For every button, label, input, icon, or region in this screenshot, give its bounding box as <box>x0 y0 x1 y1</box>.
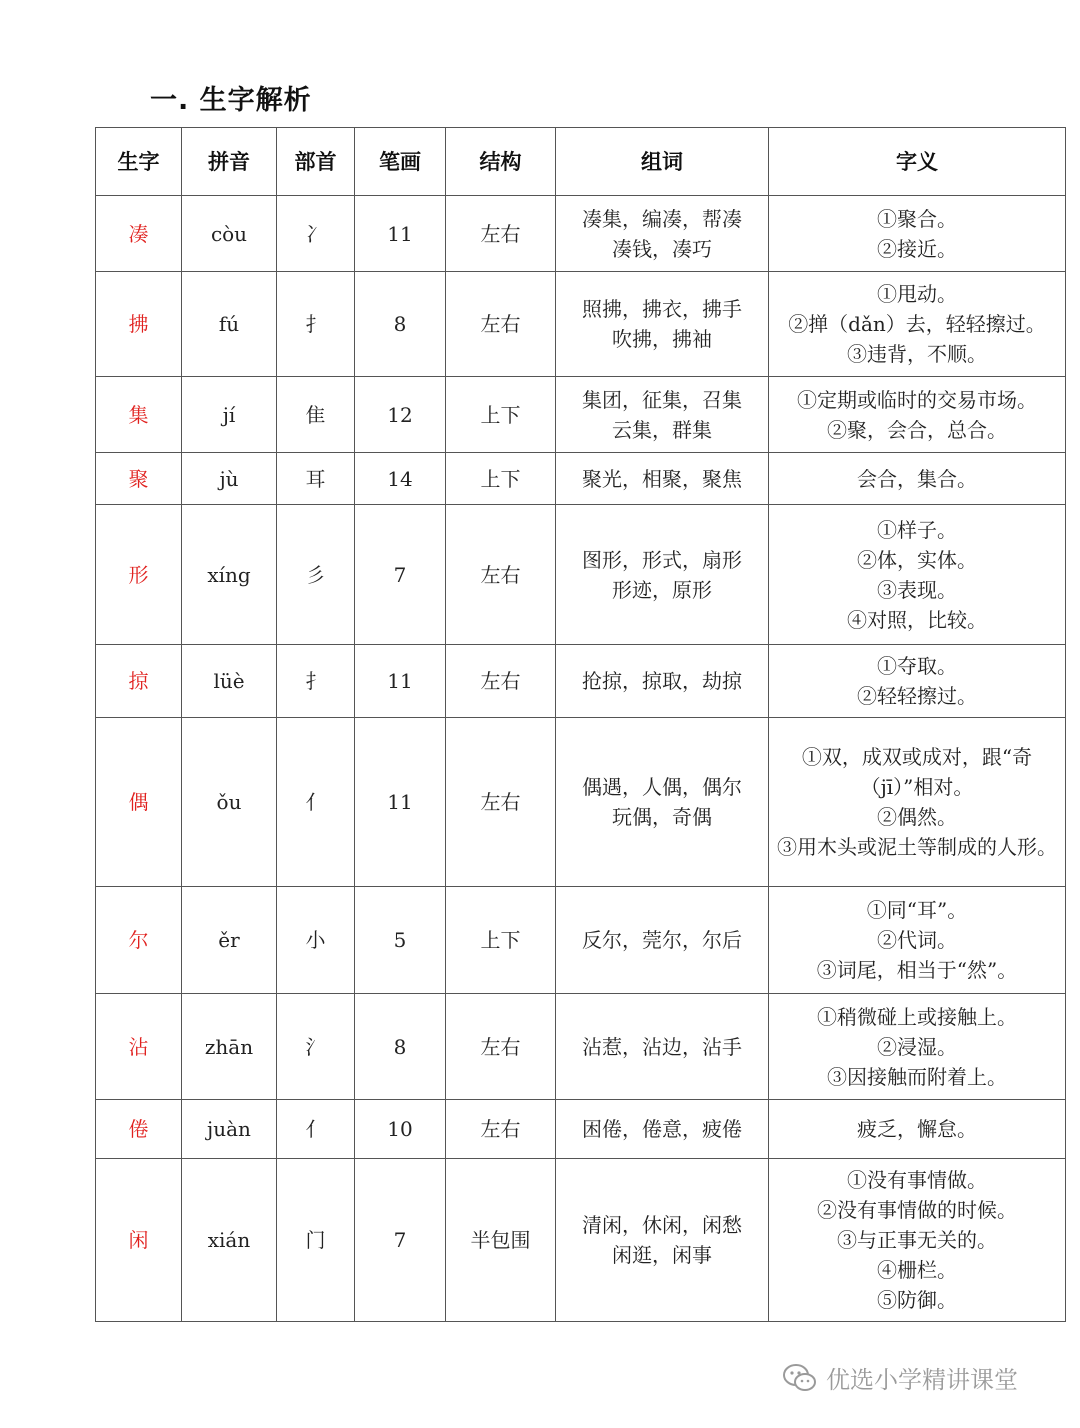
structure-cell: 左右 <box>446 994 556 1100</box>
meaning-line: ①没有事情做。 <box>847 1168 987 1192</box>
word-line: 抢掠，掠取，劫掠 <box>582 669 742 693</box>
header-radical: 部首 <box>277 128 355 196</box>
word-line: 云集，群集 <box>612 417 712 442</box>
words-cell <box>556 718 769 887</box>
header-words: 组词 <box>556 128 769 196</box>
strokes-cell: 14 <box>355 453 446 505</box>
header-pinyin: 拼音 <box>182 128 277 196</box>
char-cell: 集 <box>96 377 182 453</box>
meaning-line: ①夺取。 <box>877 654 957 678</box>
table-row <box>96 272 1066 377</box>
meaning-cell <box>769 645 1066 718</box>
watermark <box>782 1360 1018 1395</box>
table-row <box>96 718 1066 887</box>
strokes-cell: 10 <box>355 1100 446 1159</box>
header-strokes: 笔画 <box>355 128 446 196</box>
strokes-cell: 11 <box>355 718 446 887</box>
strokes-cell: 8 <box>355 994 446 1100</box>
pinyin-cell: lüè <box>182 645 277 718</box>
table-row <box>96 887 1066 994</box>
words-cell <box>556 453 769 505</box>
meaning-line: ②浸湿。 <box>877 1034 957 1059</box>
meaning-line: ④栅栏。 <box>877 1258 957 1282</box>
radical-cell: 冫 <box>277 196 355 272</box>
watermark-text: 优选小学精讲课堂 <box>826 1366 1018 1394</box>
word-line: 沾惹，沾边，沾手 <box>582 1034 742 1059</box>
words-cell <box>556 1100 769 1159</box>
meaning-cell <box>769 272 1066 377</box>
word-line: 聚光，相聚，聚焦 <box>582 466 742 491</box>
meaning-line: ②偶然。 <box>877 805 957 829</box>
meaning-line: ①聚合。 <box>877 206 957 231</box>
pinyin-cell: còu <box>182 196 277 272</box>
radical-cell: 亻 <box>277 718 355 887</box>
structure-cell: 左右 <box>446 505 556 645</box>
pinyin-cell: ǒu <box>182 718 277 887</box>
meaning-line: 会合，集合。 <box>857 466 977 491</box>
words-cell <box>556 994 769 1100</box>
meaning-line: ②代词。 <box>877 928 957 952</box>
meaning-cell <box>769 377 1066 453</box>
meaning-line: ③词尾，相当于“然”。 <box>816 958 1018 982</box>
structure-cell: 左右 <box>446 1100 556 1159</box>
words-cell <box>556 1159 769 1322</box>
structure-cell: 左右 <box>446 196 556 272</box>
meaning-cell <box>769 196 1066 272</box>
meaning-line: ①同“耳”。 <box>866 898 968 922</box>
radical-cell: 耳 <box>277 453 355 505</box>
word-line: 图形，形式，扇形 <box>582 547 742 572</box>
radical-cell: 亻 <box>277 1100 355 1159</box>
wechat-icon <box>782 1363 818 1393</box>
pinyin-cell: jù <box>182 453 277 505</box>
structure-cell: 左右 <box>446 645 556 718</box>
words-cell <box>556 377 769 453</box>
words-cell <box>556 645 769 718</box>
meaning-cell <box>769 1159 1066 1322</box>
char-cell: 聚 <box>96 453 182 505</box>
char-cell: 沾 <box>96 994 182 1100</box>
structure-cell: 左右 <box>446 272 556 377</box>
char-cell: 尔 <box>96 887 182 994</box>
table-row <box>96 196 1066 272</box>
header-char: 生字 <box>96 128 182 196</box>
table-header-row <box>96 128 1066 196</box>
structure-cell: 上下 <box>446 453 556 505</box>
meaning-line: ③违背，不顺。 <box>847 342 987 366</box>
strokes-cell: 12 <box>355 377 446 453</box>
strokes-cell: 8 <box>355 272 446 377</box>
char-cell: 偶 <box>96 718 182 887</box>
table-row <box>96 1100 1066 1159</box>
meaning-line: 疲乏，懈怠。 <box>857 1117 977 1141</box>
meaning-line: ⑤防御。 <box>877 1288 957 1312</box>
word-line: 偶遇，人偶，偶尔 <box>582 775 742 799</box>
meaning-line: ①双，成双或成对，跟“奇（jī）”相对。 <box>801 745 1033 799</box>
structure-cell: 上下 <box>446 377 556 453</box>
word-line: 凑集，编凑，帮凑 <box>582 206 742 231</box>
meaning-line: ③用木头或泥土等制成的人形。 <box>777 835 1057 859</box>
meaning-cell <box>769 1100 1066 1159</box>
table-row <box>96 1159 1066 1322</box>
strokes-cell: 5 <box>355 887 446 994</box>
pinyin-cell: xíng <box>182 505 277 645</box>
word-line: 玩偶，奇偶 <box>612 805 712 829</box>
section-title: 一. 生字解析 <box>150 85 312 116</box>
meaning-line: ①稍微碰上或接触上。 <box>817 1004 1017 1029</box>
word-line: 形迹，原形 <box>612 577 712 602</box>
meaning-line: ③与正事无关的。 <box>837 1228 997 1252</box>
structure-cell: 上下 <box>446 887 556 994</box>
char-cell: 掠 <box>96 645 182 718</box>
meaning-line: ②聚，会合，总合。 <box>827 417 1007 442</box>
meaning-line: ④对照，比较。 <box>847 607 987 632</box>
character-table <box>95 127 1066 1322</box>
table-row <box>96 645 1066 718</box>
meaning-line: ②接近。 <box>877 236 957 261</box>
meaning-line: ③因接触而附着上。 <box>827 1064 1007 1089</box>
char-cell: 凑 <box>96 196 182 272</box>
pinyin-cell: jí <box>182 377 277 453</box>
table-row <box>96 377 1066 453</box>
word-line: 清闲，休闲，闲愁 <box>582 1213 742 1237</box>
meaning-cell <box>769 453 1066 505</box>
table-row <box>96 453 1066 505</box>
structure-cell: 左右 <box>446 718 556 887</box>
meaning-line: ②掸（dǎn）去，轻轻擦过。 <box>788 312 1046 336</box>
meaning-cell <box>769 505 1066 645</box>
word-line: 凑钱，凑巧 <box>612 236 712 261</box>
radical-cell: 门 <box>277 1159 355 1322</box>
meaning-line: ②体，实体。 <box>857 547 977 572</box>
words-cell <box>556 196 769 272</box>
strokes-cell: 11 <box>355 196 446 272</box>
meaning-line: ①样子。 <box>877 517 957 542</box>
table-row <box>96 505 1066 645</box>
radical-cell: 小 <box>277 887 355 994</box>
strokes-cell: 7 <box>355 1159 446 1322</box>
words-cell <box>556 272 769 377</box>
meaning-cell <box>769 994 1066 1100</box>
pinyin-cell: zhān <box>182 994 277 1100</box>
char-cell: 倦 <box>96 1100 182 1159</box>
strokes-cell: 11 <box>355 645 446 718</box>
pinyin-cell: xián <box>182 1159 277 1322</box>
meaning-line: ①定期或临时的交易市场。 <box>797 387 1037 412</box>
word-line: 照拂，拂衣，拂手 <box>582 297 742 321</box>
header-meaning: 字义 <box>769 128 1066 196</box>
words-cell <box>556 887 769 994</box>
radical-cell: 彡 <box>277 505 355 645</box>
meaning-cell <box>769 718 1066 887</box>
header-structure: 结构 <box>446 128 556 196</box>
char-cell: 形 <box>96 505 182 645</box>
radical-cell: 氵 <box>277 994 355 1100</box>
char-cell: 拂 <box>96 272 182 377</box>
meaning-line: ②没有事情做的时候。 <box>817 1198 1017 1222</box>
radical-cell: 扌 <box>277 272 355 377</box>
structure-cell: 半包围 <box>446 1159 556 1322</box>
table-row <box>96 994 1066 1100</box>
radical-cell: 隹 <box>277 377 355 453</box>
word-line: 反尔，莞尔，尔后 <box>582 928 742 952</box>
meaning-line: ①甩动。 <box>877 282 957 306</box>
radical-cell: 扌 <box>277 645 355 718</box>
pinyin-cell: fú <box>182 272 277 377</box>
word-line: 吹拂，拂袖 <box>612 327 712 351</box>
pinyin-cell: juàn <box>182 1100 277 1159</box>
strokes-cell: 7 <box>355 505 446 645</box>
word-line: 闲逛，闲事 <box>612 1243 712 1267</box>
word-line: 困倦，倦意，疲倦 <box>582 1117 742 1141</box>
meaning-line: ③表现。 <box>877 577 957 602</box>
meaning-line: ②轻轻擦过。 <box>857 684 977 708</box>
meaning-cell <box>769 887 1066 994</box>
words-cell <box>556 505 769 645</box>
char-cell: 闲 <box>96 1159 182 1322</box>
word-line: 集团，征集，召集 <box>582 387 742 412</box>
pinyin-cell: ěr <box>182 887 277 994</box>
